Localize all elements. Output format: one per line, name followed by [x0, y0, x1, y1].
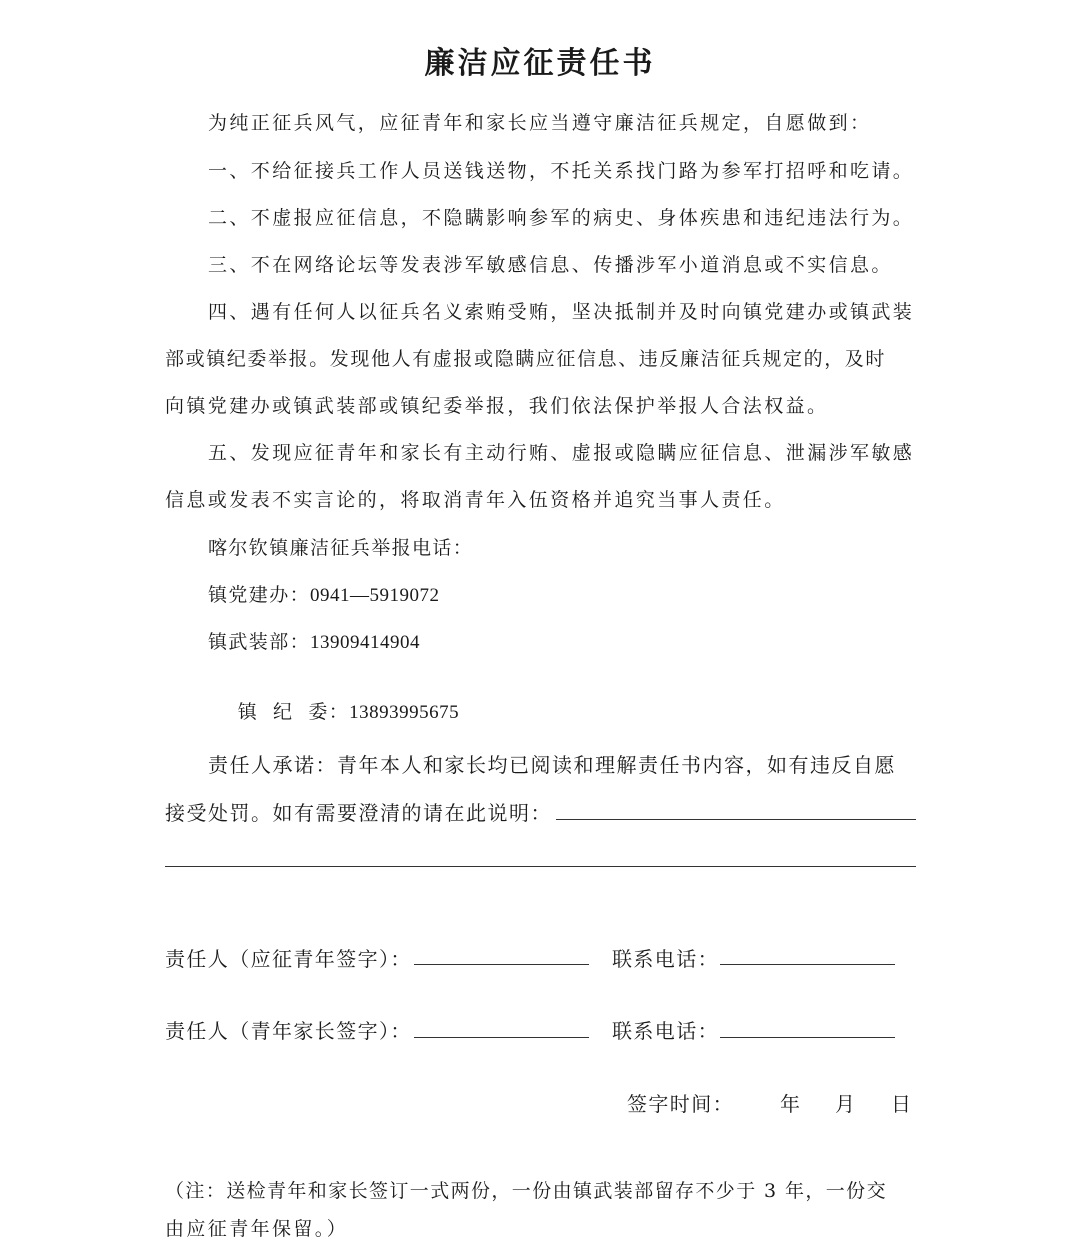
note-line-1: （注：送检青年和家长签订一式两份，一份由镇武装部留存不少于 3 年，一份交	[165, 1180, 887, 1202]
item-5-line-1: 五、发现应征青年和家长有主动行贿、虚报或隐瞒应征信息、泄漏涉军敏感	[208, 442, 915, 464]
discipline-phone: 13893995675	[349, 702, 460, 723]
hotline-heading: 喀尔钦镇廉洁征兵举报电话：	[208, 537, 474, 559]
youth-signature-label: 责任人（应征青年签字）：	[165, 947, 412, 971]
sign-date-day: 日	[891, 1092, 911, 1116]
intro-text: 为纯正征兵风气，应征青年和家长应当遵守廉洁征兵规定，自愿做到：	[208, 112, 872, 134]
item-4-line-3: 向镇党建办或镇武装部或镇纪委举报，我们依法保护举报人合法权益。	[165, 395, 829, 417]
parent-signature-line[interactable]	[414, 1037, 589, 1038]
hotline-party-office	[208, 580, 440, 607]
youth-phone-label: 联系电话：	[612, 947, 719, 971]
pledge-line-1: 责任人承诺：青年本人和家长均已阅读和理解责任书内容，如有违反自愿	[208, 753, 896, 777]
youth-signature-line[interactable]	[414, 964, 589, 965]
clarification-line-2[interactable]	[165, 866, 916, 867]
item-4-line-1: 四、遇有任何人以征兵名义索贿受贿，坚决抵制并及时向镇党建办或镇武装	[208, 301, 915, 323]
hotline-discipline	[208, 675, 459, 746]
parent-phone-line[interactable]	[720, 1037, 895, 1038]
party-office-phone: 0941—5919072	[310, 585, 440, 606]
sign-date-label: 签字时间：	[627, 1092, 734, 1116]
hotline-armed-dept	[208, 627, 420, 654]
item-3: 三、不在网络论坛等发表涉军敏感信息、传播涉军小道消息或不实信息。	[208, 254, 893, 276]
armed-dept-phone: 13909414904	[310, 632, 421, 653]
sign-date-year: 年	[780, 1092, 800, 1116]
item-2: 二、不虚报应征信息，不隐瞒影响参军的病史、身体疾患和违纪违法行为。	[208, 207, 915, 229]
item-1: 一、不给征接兵工作人员送钱送物，不托关系找门路为参军打招呼和吃请。	[208, 160, 915, 182]
parent-phone-label: 联系电话：	[612, 1019, 719, 1043]
document-title: 廉洁应征责任书	[424, 46, 656, 81]
youth-phone-line[interactable]	[720, 964, 895, 965]
parent-signature-label: 责任人（青年家长签字）：	[165, 1019, 412, 1043]
pledge-line-2: 接受处罚。如有需要澄清的请在此说明：	[165, 801, 552, 825]
sign-date-month: 月	[835, 1092, 855, 1116]
party-office-label: 镇党建办：	[208, 584, 311, 606]
discipline-label: 镇 纪 委：	[237, 701, 350, 723]
armed-dept-label: 镇武装部：	[208, 631, 311, 653]
clarification-line-1[interactable]	[556, 819, 916, 820]
item-4-line-2: 部或镇纪委举报。发现他人有虚报或隐瞒应征信息、违反廉洁征兵规定的，及时	[165, 348, 887, 370]
item-5-line-2: 信息或发表不实言论的，将取消青年入伍资格并追究当事人责任。	[165, 489, 786, 511]
note-line-2: 由应征青年保留。）	[165, 1218, 349, 1240]
